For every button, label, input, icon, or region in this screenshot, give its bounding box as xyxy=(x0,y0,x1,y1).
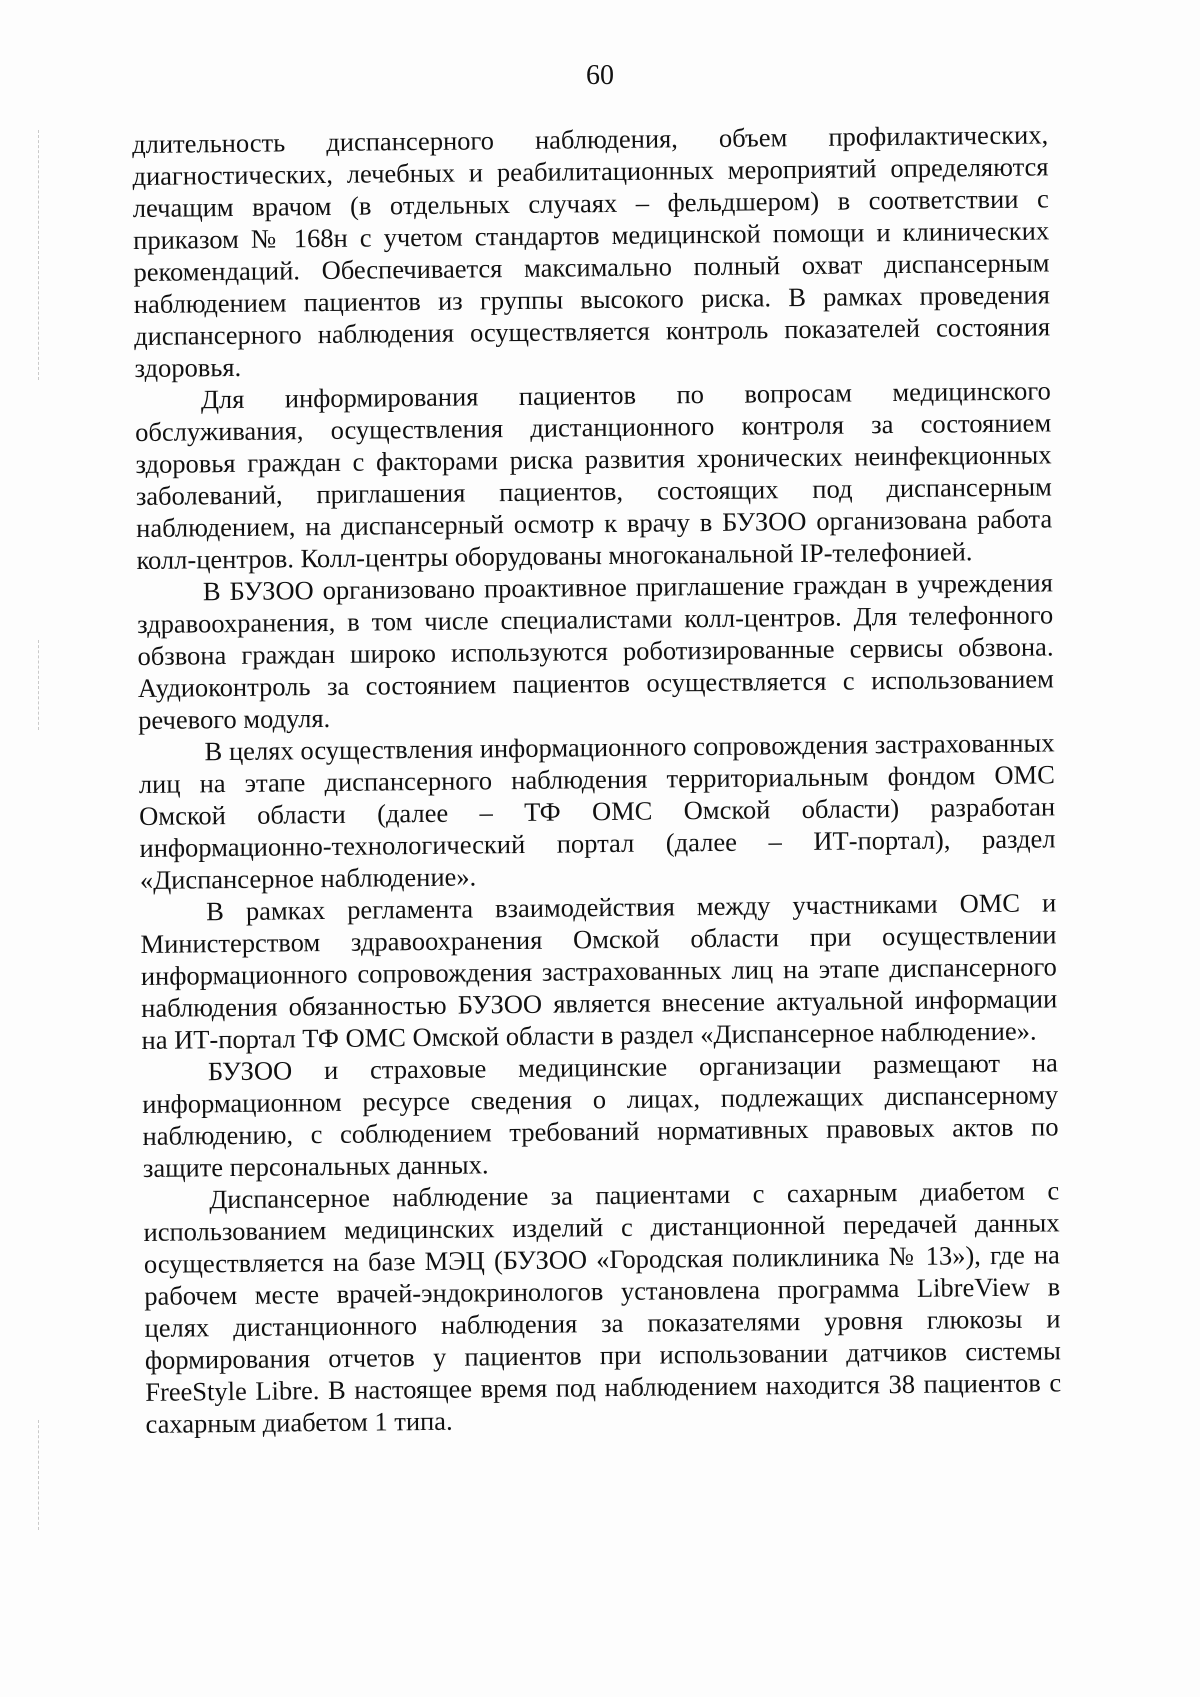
paragraph-dispensary-duration: длительность диспансерного наблюдения, объем профилактических, диагностических, лечебных и реабилитационных мероприятий определяются лечащим врачом (в отдельных случаях – фельдшером) в соответствии с приказом № 168н с учетом стандартов медицинской помощи и клинических рекомендаций. Обеспечивается максимально полный охват диспансерным наблюдением пациентов из группы высокого риска. В рамках проведения диспансерного наблюдения осуществляется контроль показателей состояния здоровья. xyxy=(132,119,1051,383)
scan-edge-mark xyxy=(38,1420,39,1530)
paragraph-proactive-invitation: В БУЗОО организовано проактивное приглашение граждан в учреждения здравоохранения, в том числе специалистами колл-центров. Для телефонного обзвона граждан широко используются роботизированные сервисы обзвона. Аудиоконтроль за состоянием пациентов осуществляется с использованием речевого модуля. xyxy=(137,567,1054,735)
paragraph-diabetes-monitoring: Диспансерное наблюдение за пациентами с сахарным диабетом с использованием медицинских изделий с дистанционной передачей данных осуществляется на базе МЭЦ (БУЗОО «Городская поликлиника № 13»), где на рабочем месте врачей-эндокринологов установлена программа LibreView в целях дистанционного наблюдения за показателями уровня глюкозы и формирования отчетов у пациентов при использовании датчиков системы FreeStyle Libre. В настоящее время под наблюдением находится 38 пациентов с сахарным диабетом 1 типа. xyxy=(143,1175,1062,1439)
body-text xyxy=(132,118,1062,1440)
paragraph-call-centers: Для информирования пациентов по вопросам медицинского обслуживания, осуществления дистанционного контроля за состоянием здоровья граждан с факторами риска развития хронических неинфекционных заболеваний, приглашения пациентов, состоящих под диспансерным наблюдением, на диспансерный осмотр к врачу в БУЗОО организована работа колл-центров. Колл-центры оборудованы многоканальной IP-телефонией. xyxy=(135,375,1053,575)
paragraph-it-portal: В целях осуществления информационного сопровождения застрахованных лиц на этапе диспансерного наблюдения территориальным фондом ОМС Омской области (далее – ТФ ОМС Омской области) разработан информационно-технологический портал (далее – ИТ-портал), раздел «Диспансерное наблюдение». xyxy=(138,727,1056,895)
scan-edge-mark xyxy=(38,130,39,380)
paragraph-insurance-organizations: БУЗОО и страховые медицинские организации размещают на информационном ресурсе сведения о лицах, подлежащих диспансерному наблюдению, с соблюдением требований нормативных правовых актов по защите персональных данных. xyxy=(142,1047,1059,1183)
paragraph-interaction-regulation: В рамках регламента взаимодействия между участниками ОМС и Министерством здравоохранения Омской области при осуществлении информационного сопровождения застрахованных лиц на этапе диспансерного наблюдения обязанностью БУЗОО является внесение актуальной информации на ИТ-портал ТФ ОМС Омской области в раздел «Диспансерное наблюдение». xyxy=(140,887,1058,1055)
page-number: 60 xyxy=(586,60,614,91)
scan-edge-mark xyxy=(38,640,39,730)
